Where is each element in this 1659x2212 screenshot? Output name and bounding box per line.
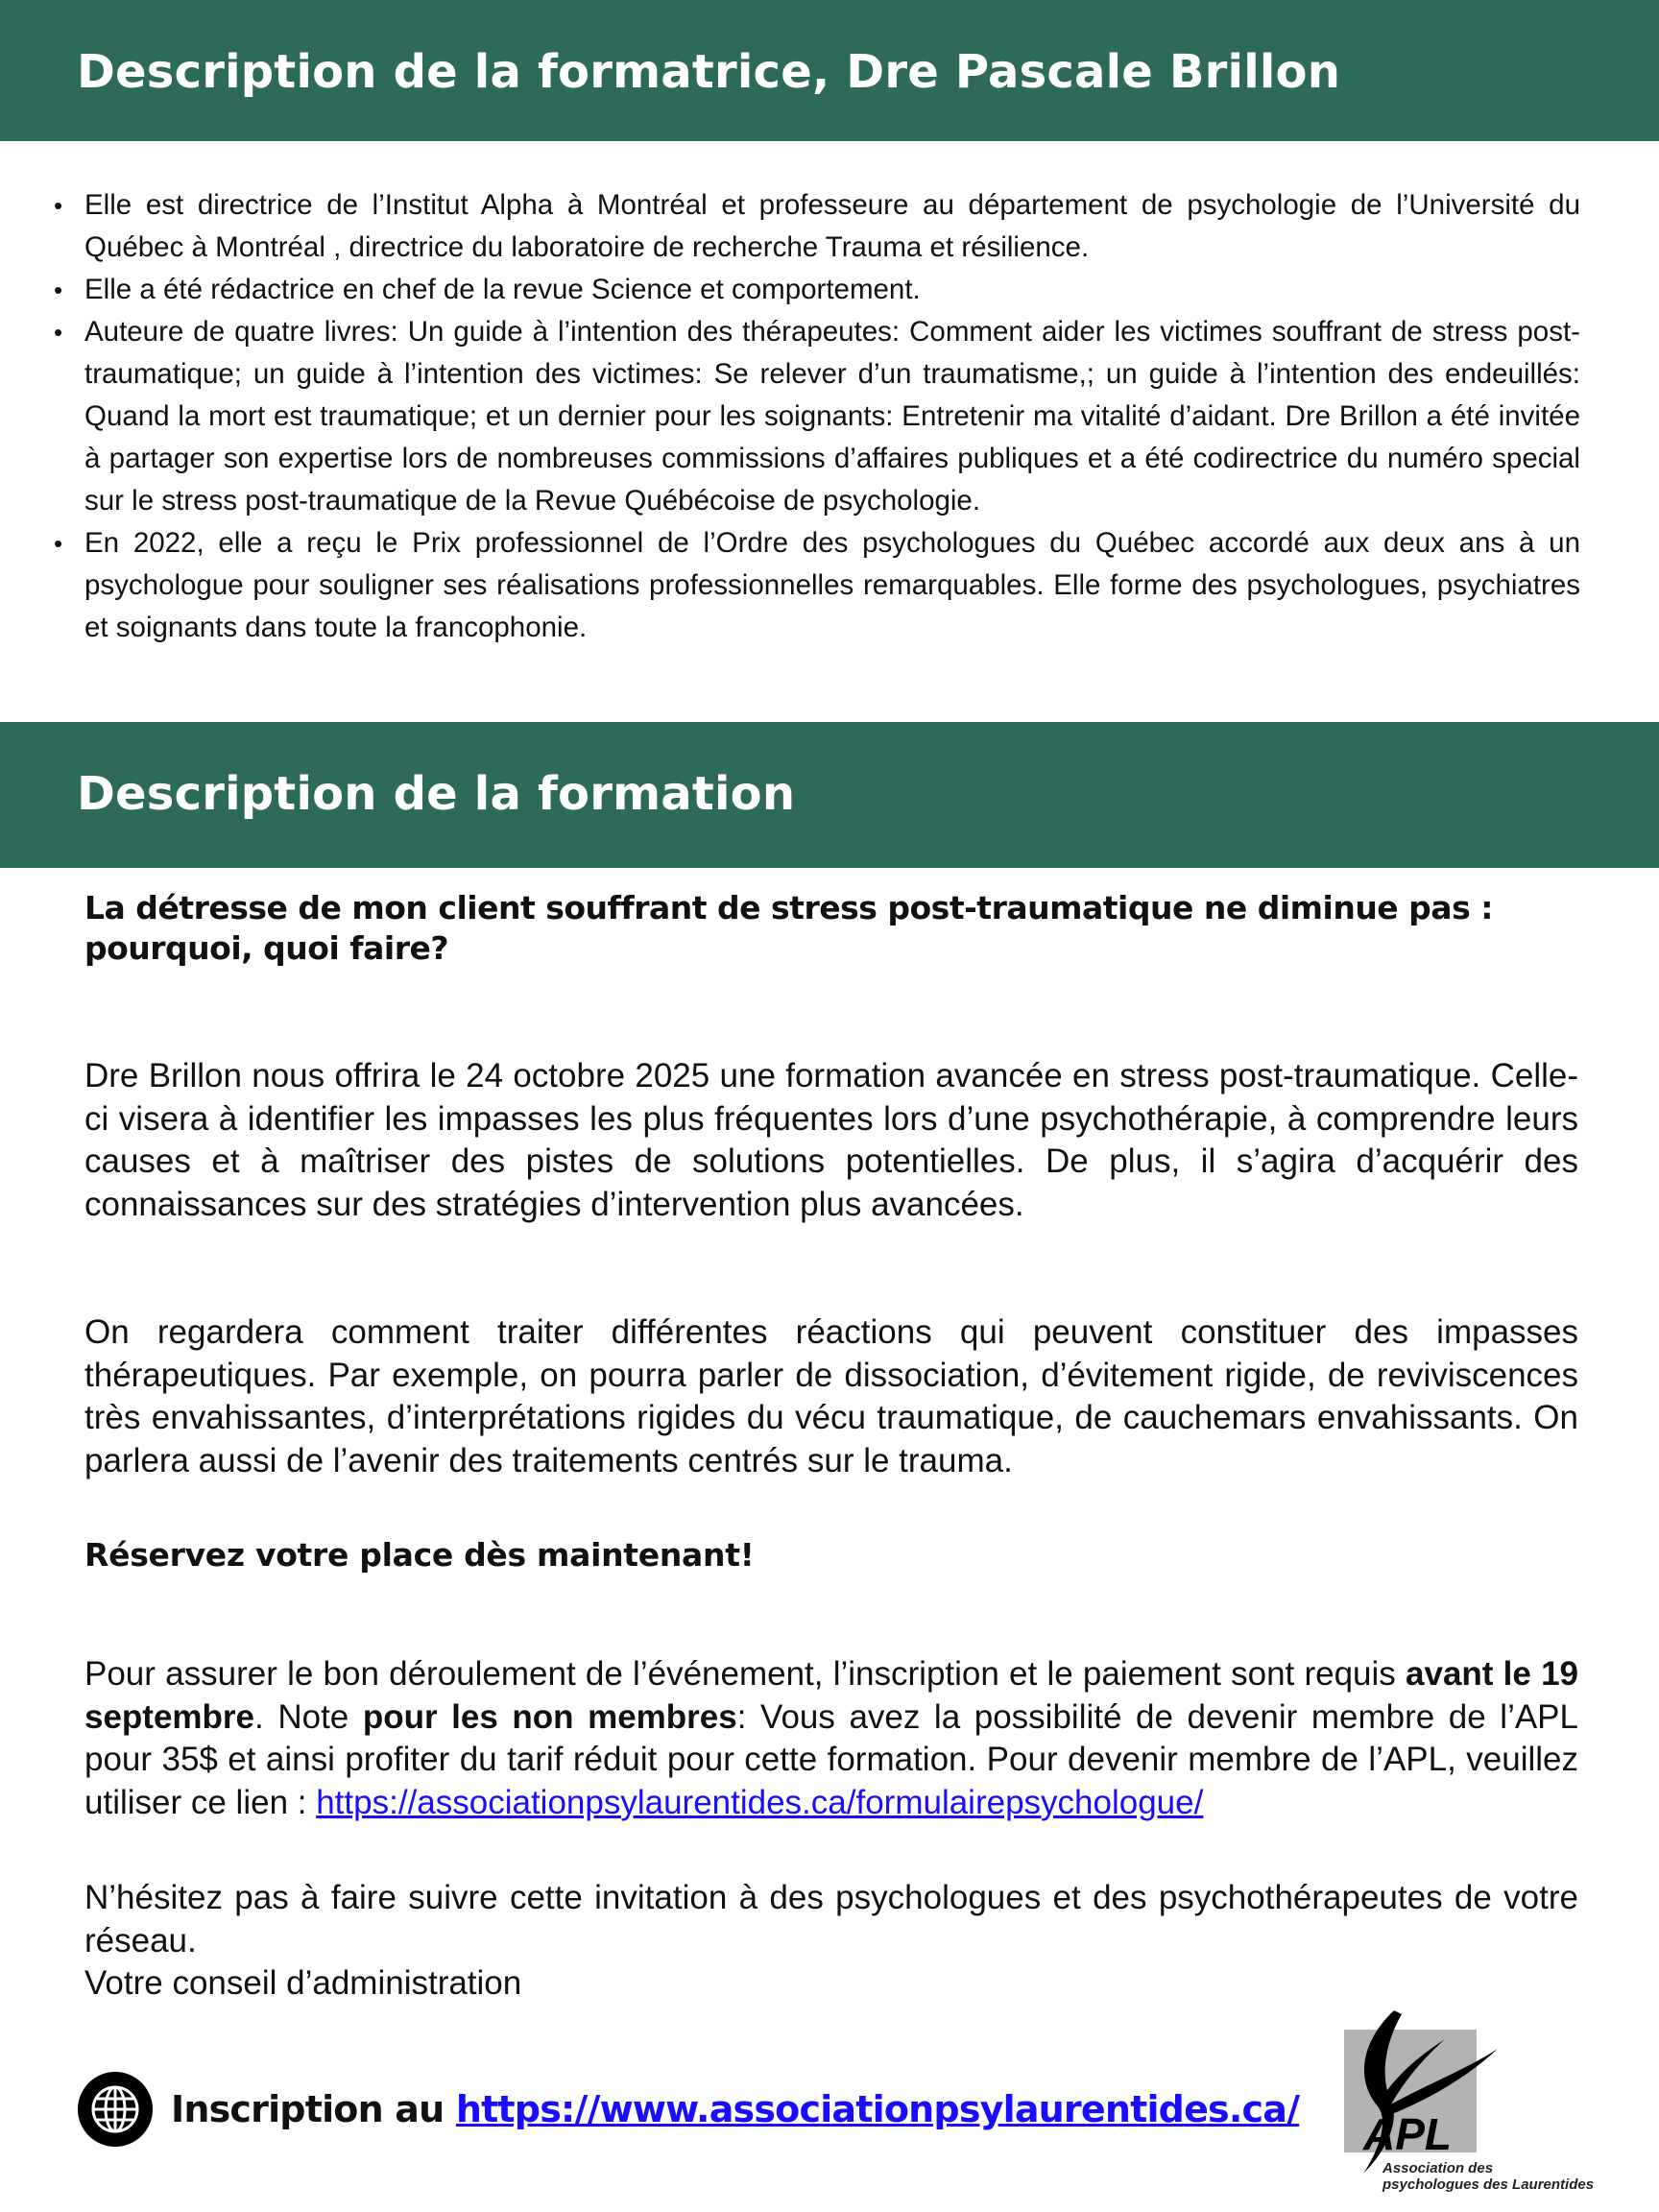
training-question-title: La détresse de mon client souffrant de stress post-traumatique ne diminue pas : pourquoi, quoi faire? — [84, 889, 1493, 967]
closing-block — [84, 1877, 1578, 2006]
logo-caption — [1382, 2160, 1594, 2193]
section-title-training: Description de la formation — [77, 767, 796, 821]
trainer-bullet: • Auteure de quatre livres: Un guide à l’intention des thérapeutes: Comment aider les victimes souffrant de stress post-traumatique; un guide à l’intention des victimes: Se relever d’un traumatisme,; un guide à l’intention des endeuillés: Quand la mort est traumatique; et un dernier pour les soignants: Entretenir ma vitalité d’aidant. Dre Brillon a été invitée à partager son expertise lors de nombreuses commissions d’affaires publiques et a été codirectrice du numéro special sur le stress post-traumatique de la Revue Québécoise de psychologie. — [54, 311, 1580, 522]
registration-text-1: Pour assurer le bon déroulement de l’événement, l’inscription et le paiement sont requis — [84, 1655, 1407, 1693]
globe-icon — [77, 2071, 154, 2148]
logo-acronym: APL — [1363, 2109, 1452, 2159]
trainer-bullet: • Elle a été rédactrice en chef de la revue Science et comportement. — [54, 269, 1580, 311]
training-paragraph-intro: Dre Brillon nous offrira le 24 octobre 2025 une formation avancée en stress post-traumatique. Celle-ci visera à identifier les impasses les plus fréquentes lors d’une psychothérapie, à comprendre leurs causes et à maîtriser des pistes de solutions potentielles. De plus, il s’agira d’acquérir des connaissances sur des stratégies d’intervention plus avancées. — [84, 1057, 1578, 1223]
registration-paragraph — [84, 1653, 1578, 1824]
share-invitation-text: N’hésitez pas à faire suivre cette invitation à des psychologues et des psychothérapeutes de votre réseau. — [84, 1879, 1578, 1960]
logo-caption-line2: psychologues des Laurentides — [1382, 2176, 1595, 2193]
membership-form-link[interactable]: https://associationpsylaurentides.ca/formulairepsychologue/ — [316, 1783, 1204, 1821]
deadline-text: avant le 19 septembre — [84, 1655, 1578, 1736]
trainer-bullet: • Elle est directrice de l’Institut Alpha à Montréal et professeure au département de psychologie de l’Université du Québec à Montréal , directrice du laboratoire de recherche Trauma et résilience. — [54, 184, 1580, 269]
trainer-bullet-list — [54, 184, 1580, 649]
section-title-trainer: Description de la formatrice, Dre Pascale Brillon — [77, 45, 1341, 99]
training-paragraph-topics: On regardera comment traiter différentes réactions qui peuvent constituer des impasses thérapeutiques. Par exemple, on pourra parler de dissociation, d’évitement rigide, de reviviscences très envahissantes, d’interprétations rigides du vécu traumatique, de cauchemars envahissants. On parlera aussi de l’avenir des traitements centrés sur le trauma. — [84, 1313, 1578, 1479]
footer-label: Inscription au — [171, 2088, 456, 2130]
trainer-bullet: • En 2022, elle a reçu le Prix professionnel de l’Ordre des psychologues du Québec accordé aux deux ans à un psychologue pour souligner ses réalisations professionnelles remarquables. Elle forme des psychologues, psychiatres et soignants dans toute la francophonie. — [54, 522, 1580, 649]
registration-text-3: : Vous avez la possibilité de devenir membre de l’APL pour 35$ et ainsi profiter du tarif réduit pour cette formation. Pour devenir membre de l’APL, veuillez utiliser ce lien : — [84, 1697, 1578, 1821]
registration-footer — [77, 2071, 1299, 2148]
signature-text: Votre conseil d’administration — [84, 1964, 522, 2002]
registration-text-2: . Note — [254, 1697, 363, 1736]
logo-caption-line1: Association des — [1382, 2160, 1494, 2176]
section-header-trainer — [0, 0, 1659, 141]
section-header-training — [0, 722, 1659, 868]
website-link[interactable]: https://www.associationpsylaurentides.ca/ — [455, 2088, 1300, 2130]
non-members-text: pour les non membres — [362, 1697, 737, 1736]
footer-text — [171, 2088, 1299, 2130]
reserve-heading: Réservez votre place dès maintenant! — [84, 1536, 755, 1574]
